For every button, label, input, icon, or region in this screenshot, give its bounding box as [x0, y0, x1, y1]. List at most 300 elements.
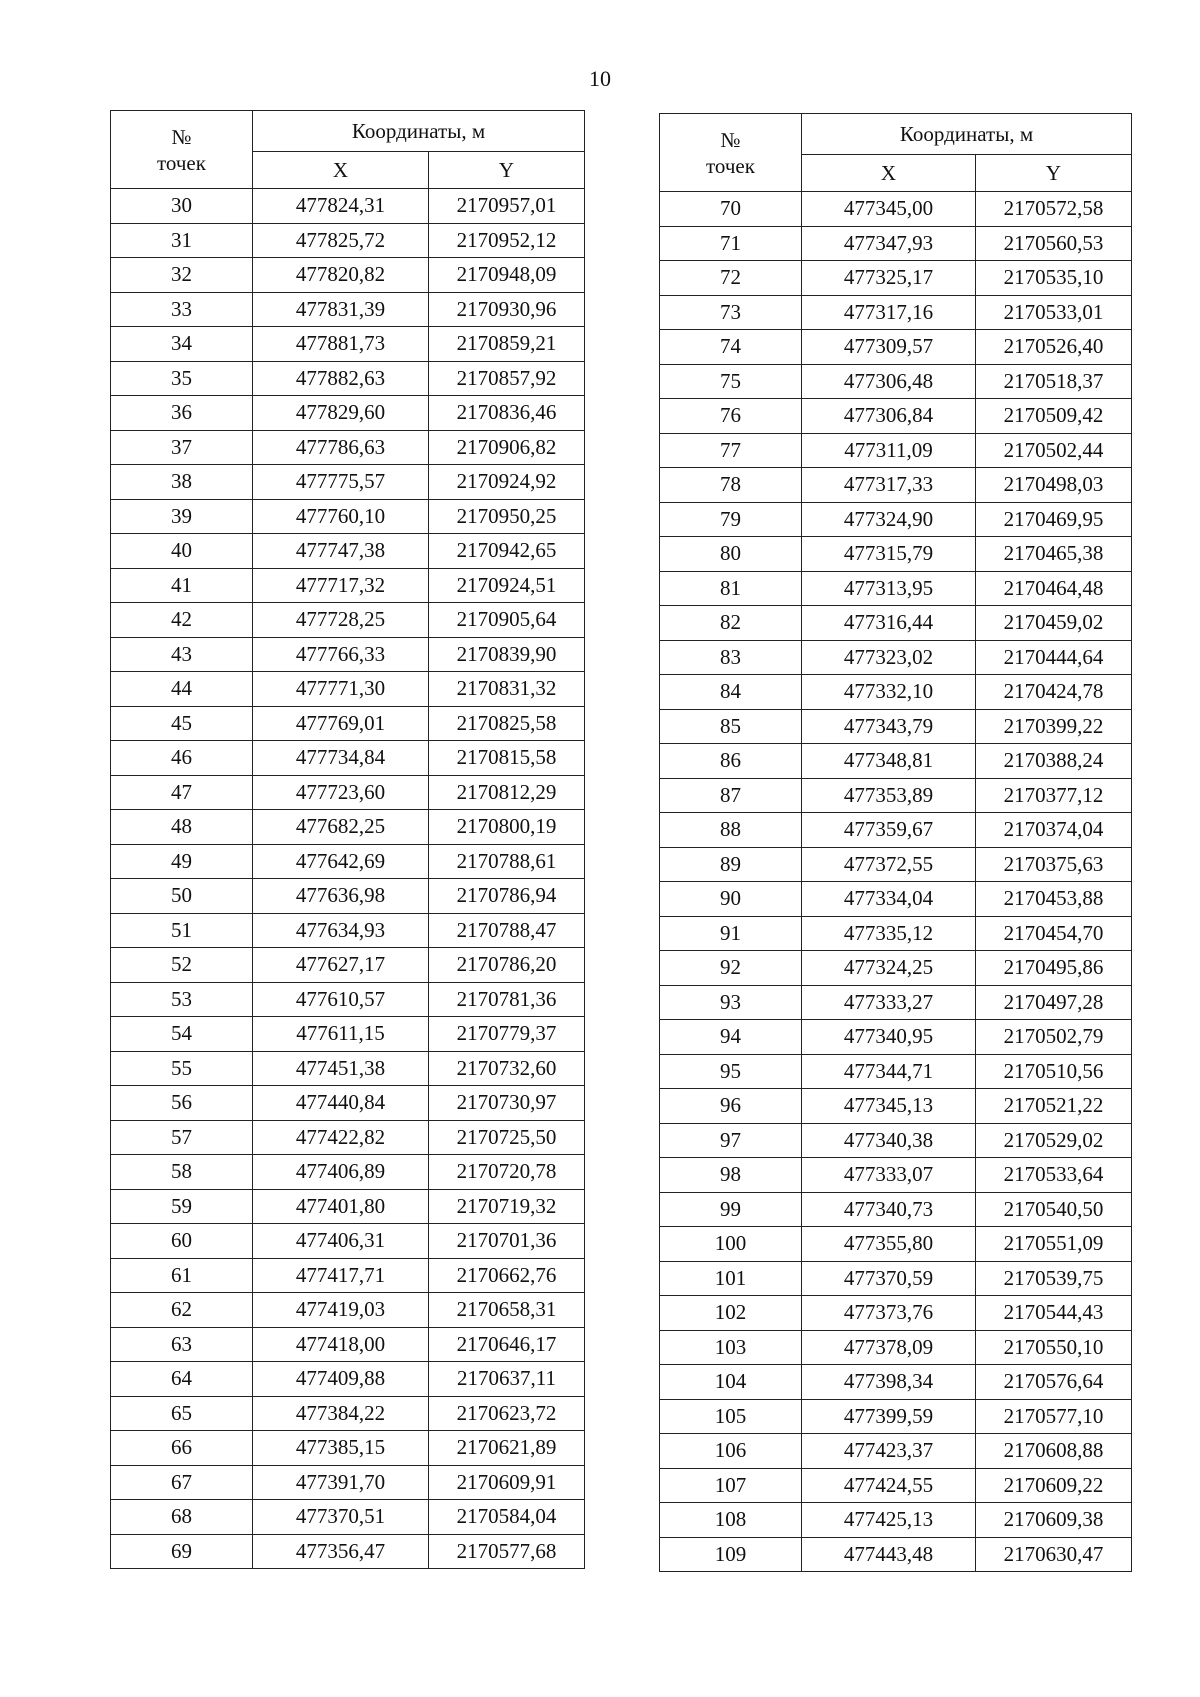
- table-row: [660, 1365, 1132, 1400]
- x-coordinate-cell: 477399,59: [802, 1399, 976, 1434]
- y-coordinate-cell: 2170584,04: [429, 1500, 585, 1535]
- y-coordinate-cell: 2170608,88: [976, 1434, 1132, 1469]
- y-coordinate-cell: 2170498,03: [976, 468, 1132, 503]
- x-coordinate-cell: 477344,71: [802, 1054, 976, 1089]
- table-row: [660, 916, 1132, 951]
- x-coordinate-cell: 477391,70: [253, 1465, 429, 1500]
- y-coordinate-cell: 2170533,01: [976, 295, 1132, 330]
- table-row: [660, 1296, 1132, 1331]
- y-header: Y: [429, 152, 585, 189]
- y-coordinate-cell: 2170930,96: [429, 292, 585, 327]
- x-coordinate-cell: 477316,44: [802, 606, 976, 641]
- y-coordinate-cell: 2170730,97: [429, 1086, 585, 1121]
- x-coordinate-cell: 477423,37: [802, 1434, 976, 1469]
- x-coordinate-cell: 477309,57: [802, 330, 976, 365]
- x-coordinate-cell: 477682,25: [253, 810, 429, 845]
- y-coordinate-cell: 2170800,19: [429, 810, 585, 845]
- point-number-cell: 51: [111, 913, 253, 948]
- x-coordinate-cell: 477340,38: [802, 1123, 976, 1158]
- x-coordinate-cell: 477370,51: [253, 1500, 429, 1535]
- table-body: [111, 189, 585, 1569]
- point-number-cell: 62: [111, 1293, 253, 1328]
- y-coordinate-cell: 2170502,79: [976, 1020, 1132, 1055]
- point-number-cell: 94: [660, 1020, 802, 1055]
- point-number-cell: 45: [111, 706, 253, 741]
- table-row: [660, 261, 1132, 296]
- point-number-cell: 96: [660, 1089, 802, 1124]
- y-coordinate-cell: 2170577,10: [976, 1399, 1132, 1434]
- x-coordinate-cell: 477424,55: [802, 1468, 976, 1503]
- x-coordinate-cell: 477611,15: [253, 1017, 429, 1052]
- x-coordinate-cell: 477385,15: [253, 1431, 429, 1466]
- y-coordinate-cell: 2170720,78: [429, 1155, 585, 1190]
- point-number-cell: 99: [660, 1192, 802, 1227]
- y-coordinate-cell: 2170831,32: [429, 672, 585, 707]
- x-coordinate-cell: 477317,33: [802, 468, 976, 503]
- x-coordinate-cell: 477332,10: [802, 675, 976, 710]
- y-coordinate-cell: 2170521,22: [976, 1089, 1132, 1124]
- x-coordinate-cell: 477325,17: [802, 261, 976, 296]
- x-coordinate-cell: 477384,22: [253, 1396, 429, 1431]
- table-row: [660, 640, 1132, 675]
- x-coordinate-cell: 477306,84: [802, 399, 976, 434]
- point-number-cell: 93: [660, 985, 802, 1020]
- y-coordinate-cell: 2170646,17: [429, 1327, 585, 1362]
- table-row: [660, 468, 1132, 503]
- point-number-cell: 76: [660, 399, 802, 434]
- x-coordinate-cell: 477769,01: [253, 706, 429, 741]
- x-coordinate-cell: 477406,31: [253, 1224, 429, 1259]
- x-coordinate-cell: 477345,00: [802, 192, 976, 227]
- point-number-cell: 34: [111, 327, 253, 362]
- x-coordinate-cell: 477747,38: [253, 534, 429, 569]
- point-number-cell: 85: [660, 709, 802, 744]
- table-row: [660, 744, 1132, 779]
- x-coordinate-cell: 477333,07: [802, 1158, 976, 1193]
- table-row: [660, 1123, 1132, 1158]
- y-coordinate-cell: 2170464,48: [976, 571, 1132, 606]
- x-coordinate-cell: 477359,67: [802, 813, 976, 848]
- point-number-cell: 65: [111, 1396, 253, 1431]
- table-row: [111, 1327, 585, 1362]
- point-number-cell: 30: [111, 189, 253, 224]
- table-row: [660, 1192, 1132, 1227]
- coordinates-table-left: [110, 110, 585, 1569]
- coordinates-table-right: [659, 113, 1132, 1572]
- x-coordinate-cell: 477323,02: [802, 640, 976, 675]
- point-number-cell: 83: [660, 640, 802, 675]
- x-coordinate-cell: 477422,82: [253, 1120, 429, 1155]
- point-number-cell: 97: [660, 1123, 802, 1158]
- table-row: [111, 982, 585, 1017]
- y-coordinate-cell: 2170551,09: [976, 1227, 1132, 1262]
- table-row: [660, 985, 1132, 1020]
- x-coordinate-cell: 477440,84: [253, 1086, 429, 1121]
- point-number-cell: 109: [660, 1537, 802, 1572]
- point-number-cell: 52: [111, 948, 253, 983]
- y-coordinate-cell: 2170957,01: [429, 189, 585, 224]
- point-number-cell: 77: [660, 433, 802, 468]
- y-coordinate-cell: 2170950,25: [429, 499, 585, 534]
- point-number-cell: 61: [111, 1258, 253, 1293]
- table-row: [660, 502, 1132, 537]
- y-coordinate-cell: 2170526,40: [976, 330, 1132, 365]
- point-number-cell: 68: [111, 1500, 253, 1535]
- point-number-cell: 95: [660, 1054, 802, 1089]
- table-row: [660, 951, 1132, 986]
- x-coordinate-cell: 477723,60: [253, 775, 429, 810]
- point-number-cell: 104: [660, 1365, 802, 1400]
- table-row: [660, 571, 1132, 606]
- table-row: [660, 1537, 1132, 1572]
- y-coordinate-cell: 2170725,50: [429, 1120, 585, 1155]
- y-coordinate-cell: 2170609,38: [976, 1503, 1132, 1538]
- point-number-cell: 72: [660, 261, 802, 296]
- point-number-cell: 80: [660, 537, 802, 572]
- point-number-cell: 50: [111, 879, 253, 914]
- y-header: Y: [976, 155, 1132, 192]
- y-coordinate-cell: 2170630,47: [976, 1537, 1132, 1572]
- x-coordinate-cell: 477355,80: [802, 1227, 976, 1262]
- table-row: [660, 1227, 1132, 1262]
- table-row: [660, 709, 1132, 744]
- point-number-cell: 46: [111, 741, 253, 776]
- table-row: [111, 1086, 585, 1121]
- table-row: [660, 1468, 1132, 1503]
- table-row: [660, 882, 1132, 917]
- point-number-cell: 48: [111, 810, 253, 845]
- table-row: [111, 706, 585, 741]
- y-coordinate-cell: 2170374,04: [976, 813, 1132, 848]
- x-coordinate-cell: 477406,89: [253, 1155, 429, 1190]
- table-row: [660, 813, 1132, 848]
- x-coordinate-cell: 477353,89: [802, 778, 976, 813]
- point-number-cell: 39: [111, 499, 253, 534]
- point-number-cell: 63: [111, 1327, 253, 1362]
- x-coordinate-cell: 477775,57: [253, 465, 429, 500]
- x-coordinate-cell: 477313,95: [802, 571, 976, 606]
- x-coordinate-cell: 477335,12: [802, 916, 976, 951]
- x-coordinate-cell: 477728,25: [253, 603, 429, 638]
- y-coordinate-cell: 2170388,24: [976, 744, 1132, 779]
- table-row: [111, 430, 585, 465]
- point-number-cell: 82: [660, 606, 802, 641]
- y-coordinate-cell: 2170815,58: [429, 741, 585, 776]
- y-coordinate-cell: 2170495,86: [976, 951, 1132, 986]
- table-row: [111, 396, 585, 431]
- table-row: [111, 810, 585, 845]
- x-coordinate-cell: 477636,98: [253, 879, 429, 914]
- point-number-cell: 59: [111, 1189, 253, 1224]
- table-row: [111, 361, 585, 396]
- table-row: [111, 672, 585, 707]
- point-number-cell: 38: [111, 465, 253, 500]
- point-number-cell: 66: [111, 1431, 253, 1466]
- x-coordinate-cell: 477401,80: [253, 1189, 429, 1224]
- x-coordinate-cell: 477409,88: [253, 1362, 429, 1397]
- point-number-cell: 86: [660, 744, 802, 779]
- points-label: точек: [706, 153, 755, 178]
- point-number-cell: 55: [111, 1051, 253, 1086]
- table-row: [111, 948, 585, 983]
- x-coordinate-cell: 477760,10: [253, 499, 429, 534]
- table-row: [660, 192, 1132, 227]
- y-coordinate-cell: 2170502,44: [976, 433, 1132, 468]
- y-coordinate-cell: 2170469,95: [976, 502, 1132, 537]
- table-row: [660, 606, 1132, 641]
- y-coordinate-cell: 2170572,58: [976, 192, 1132, 227]
- y-coordinate-cell: 2170540,50: [976, 1192, 1132, 1227]
- y-coordinate-cell: 2170609,22: [976, 1468, 1132, 1503]
- table-row: [111, 189, 585, 224]
- point-number-cell: 36: [111, 396, 253, 431]
- point-number-cell: 54: [111, 1017, 253, 1052]
- y-coordinate-cell: 2170662,76: [429, 1258, 585, 1293]
- y-coordinate-cell: 2170576,64: [976, 1365, 1132, 1400]
- table-row: [660, 226, 1132, 261]
- x-coordinate-cell: 477345,13: [802, 1089, 976, 1124]
- y-coordinate-cell: 2170952,12: [429, 223, 585, 258]
- point-number-cell: 53: [111, 982, 253, 1017]
- table-row: [111, 1534, 585, 1569]
- y-coordinate-cell: 2170859,21: [429, 327, 585, 362]
- table-row: [111, 603, 585, 638]
- point-number-cell: 31: [111, 223, 253, 258]
- x-coordinate-cell: 477334,04: [802, 882, 976, 917]
- y-coordinate-cell: 2170779,37: [429, 1017, 585, 1052]
- table-row: [111, 637, 585, 672]
- y-coordinate-cell: 2170788,47: [429, 913, 585, 948]
- point-number-cell: 69: [111, 1534, 253, 1569]
- x-coordinate-cell: 477786,63: [253, 430, 429, 465]
- x-coordinate-cell: 477824,31: [253, 189, 429, 224]
- x-coordinate-cell: 477881,73: [253, 327, 429, 362]
- y-coordinate-cell: 2170539,75: [976, 1261, 1132, 1296]
- table-row: [660, 1089, 1132, 1124]
- point-number-cell: 79: [660, 502, 802, 537]
- x-header: X: [802, 155, 976, 192]
- number-sign: №: [720, 127, 741, 152]
- y-coordinate-cell: 2170510,56: [976, 1054, 1132, 1089]
- y-coordinate-cell: 2170535,10: [976, 261, 1132, 296]
- y-coordinate-cell: 2170533,64: [976, 1158, 1132, 1193]
- y-coordinate-cell: 2170839,90: [429, 637, 585, 672]
- table-row: [111, 1293, 585, 1328]
- y-coordinate-cell: 2170497,28: [976, 985, 1132, 1020]
- point-number-cell: 102: [660, 1296, 802, 1331]
- table-row: [111, 1155, 585, 1190]
- y-coordinate-cell: 2170701,36: [429, 1224, 585, 1259]
- x-coordinate-cell: 477315,79: [802, 537, 976, 572]
- x-coordinate-cell: 477610,57: [253, 982, 429, 1017]
- x-coordinate-cell: 477734,84: [253, 741, 429, 776]
- x-coordinate-cell: 477347,93: [802, 226, 976, 261]
- y-coordinate-cell: 2170948,09: [429, 258, 585, 293]
- point-number-cell: 87: [660, 778, 802, 813]
- point-number-cell: 89: [660, 847, 802, 882]
- y-coordinate-cell: 2170786,20: [429, 948, 585, 983]
- table-row: [660, 1399, 1132, 1434]
- x-coordinate-cell: 477634,93: [253, 913, 429, 948]
- table-row: [660, 1054, 1132, 1089]
- point-number-cell: 88: [660, 813, 802, 848]
- point-number-cell: 35: [111, 361, 253, 396]
- table-row: [660, 1330, 1132, 1365]
- x-coordinate-cell: 477443,48: [802, 1537, 976, 1572]
- point-number-cell: 42: [111, 603, 253, 638]
- x-coordinate-cell: 477348,81: [802, 744, 976, 779]
- point-number-cell: 108: [660, 1503, 802, 1538]
- x-coordinate-cell: 477356,47: [253, 1534, 429, 1569]
- table-row: [111, 775, 585, 810]
- table-row: [111, 223, 585, 258]
- y-coordinate-cell: 2170857,92: [429, 361, 585, 396]
- table-row: [660, 364, 1132, 399]
- table-row: [660, 1158, 1132, 1193]
- point-number-cell: 37: [111, 430, 253, 465]
- page-number: 10: [589, 66, 611, 91]
- x-coordinate-cell: 477324,90: [802, 502, 976, 537]
- x-coordinate-cell: 477642,69: [253, 844, 429, 879]
- table-row: [660, 847, 1132, 882]
- x-coordinate-cell: 477317,16: [802, 295, 976, 330]
- y-coordinate-cell: 2170544,43: [976, 1296, 1132, 1331]
- table-row: [111, 465, 585, 500]
- point-number-cell: 90: [660, 882, 802, 917]
- y-coordinate-cell: 2170424,78: [976, 675, 1132, 710]
- y-coordinate-cell: 2170786,94: [429, 879, 585, 914]
- x-header: X: [253, 152, 429, 189]
- y-coordinate-cell: 2170550,10: [976, 1330, 1132, 1365]
- x-coordinate-cell: 477771,30: [253, 672, 429, 707]
- point-number-cell: 73: [660, 295, 802, 330]
- point-number-cell: 71: [660, 226, 802, 261]
- x-coordinate-cell: 477820,82: [253, 258, 429, 293]
- point-number-cell: 58: [111, 1155, 253, 1190]
- x-coordinate-cell: 477418,00: [253, 1327, 429, 1362]
- x-coordinate-cell: 477717,32: [253, 568, 429, 603]
- x-coordinate-cell: 477451,38: [253, 1051, 429, 1086]
- y-coordinate-cell: 2170924,51: [429, 568, 585, 603]
- y-coordinate-cell: 2170812,29: [429, 775, 585, 810]
- table-row: [111, 1396, 585, 1431]
- table-row: [111, 1224, 585, 1259]
- table-row: [660, 778, 1132, 813]
- y-coordinate-cell: 2170465,38: [976, 537, 1132, 572]
- number-sign: №: [171, 124, 192, 149]
- y-coordinate-cell: 2170924,92: [429, 465, 585, 500]
- y-coordinate-cell: 2170942,65: [429, 534, 585, 569]
- table-row: [111, 741, 585, 776]
- y-coordinate-cell: 2170732,60: [429, 1051, 585, 1086]
- table-row: [660, 399, 1132, 434]
- table-row: [111, 327, 585, 362]
- point-number-header: [660, 114, 802, 192]
- y-coordinate-cell: 2170781,36: [429, 982, 585, 1017]
- x-coordinate-cell: 477766,33: [253, 637, 429, 672]
- y-coordinate-cell: 2170529,02: [976, 1123, 1132, 1158]
- point-number-cell: 74: [660, 330, 802, 365]
- x-coordinate-cell: 477324,25: [802, 951, 976, 986]
- y-coordinate-cell: 2170825,58: [429, 706, 585, 741]
- table-row: [111, 1051, 585, 1086]
- point-number-cell: 32: [111, 258, 253, 293]
- coordinates-header: Координаты, м: [253, 111, 585, 152]
- point-number-cell: 100: [660, 1227, 802, 1262]
- table-row: [111, 1120, 585, 1155]
- x-coordinate-cell: 477831,39: [253, 292, 429, 327]
- table-row: [660, 1434, 1132, 1469]
- x-coordinate-cell: 477343,79: [802, 709, 976, 744]
- y-coordinate-cell: 2170375,63: [976, 847, 1132, 882]
- point-number-cell: 47: [111, 775, 253, 810]
- table-row: [660, 675, 1132, 710]
- x-coordinate-cell: 477373,76: [802, 1296, 976, 1331]
- x-coordinate-cell: 477419,03: [253, 1293, 429, 1328]
- y-coordinate-cell: 2170399,22: [976, 709, 1132, 744]
- point-number-cell: 49: [111, 844, 253, 879]
- table-row: [111, 292, 585, 327]
- x-coordinate-cell: 477333,27: [802, 985, 976, 1020]
- point-number-cell: 91: [660, 916, 802, 951]
- point-number-cell: 81: [660, 571, 802, 606]
- y-coordinate-cell: 2170623,72: [429, 1396, 585, 1431]
- x-coordinate-cell: 477370,59: [802, 1261, 976, 1296]
- table-row: [111, 844, 585, 879]
- y-coordinate-cell: 2170560,53: [976, 226, 1132, 261]
- table-row: [111, 879, 585, 914]
- x-coordinate-cell: 477306,48: [802, 364, 976, 399]
- table-row: [660, 1503, 1132, 1538]
- y-coordinate-cell: 2170454,70: [976, 916, 1132, 951]
- x-coordinate-cell: 477627,17: [253, 948, 429, 983]
- points-label: точек: [157, 150, 206, 175]
- table-row: [111, 1258, 585, 1293]
- table-row: [660, 433, 1132, 468]
- table-row: [111, 258, 585, 293]
- table-row: [111, 568, 585, 603]
- point-number-cell: 103: [660, 1330, 802, 1365]
- point-number-cell: 41: [111, 568, 253, 603]
- point-number-cell: 57: [111, 1120, 253, 1155]
- point-number-cell: 106: [660, 1434, 802, 1469]
- table-row: [111, 913, 585, 948]
- y-coordinate-cell: 2170453,88: [976, 882, 1132, 917]
- table-row: [660, 1261, 1132, 1296]
- point-number-cell: 43: [111, 637, 253, 672]
- x-coordinate-cell: 477425,13: [802, 1503, 976, 1538]
- point-number-cell: 60: [111, 1224, 253, 1259]
- point-number-header: [111, 111, 253, 189]
- table-row: [660, 537, 1132, 572]
- point-number-cell: 56: [111, 1086, 253, 1121]
- y-coordinate-cell: 2170459,02: [976, 606, 1132, 641]
- y-coordinate-cell: 2170906,82: [429, 430, 585, 465]
- table-row: [111, 1017, 585, 1052]
- point-number-cell: 64: [111, 1362, 253, 1397]
- table-row: [111, 1189, 585, 1224]
- table-row: [660, 295, 1132, 330]
- y-coordinate-cell: 2170577,68: [429, 1534, 585, 1569]
- y-coordinate-cell: 2170377,12: [976, 778, 1132, 813]
- point-number-cell: 98: [660, 1158, 802, 1193]
- point-number-cell: 44: [111, 672, 253, 707]
- x-coordinate-cell: 477882,63: [253, 361, 429, 396]
- table-row: [111, 1465, 585, 1500]
- coordinates-header: Координаты, м: [802, 114, 1132, 155]
- point-number-cell: 67: [111, 1465, 253, 1500]
- y-coordinate-cell: 2170444,64: [976, 640, 1132, 675]
